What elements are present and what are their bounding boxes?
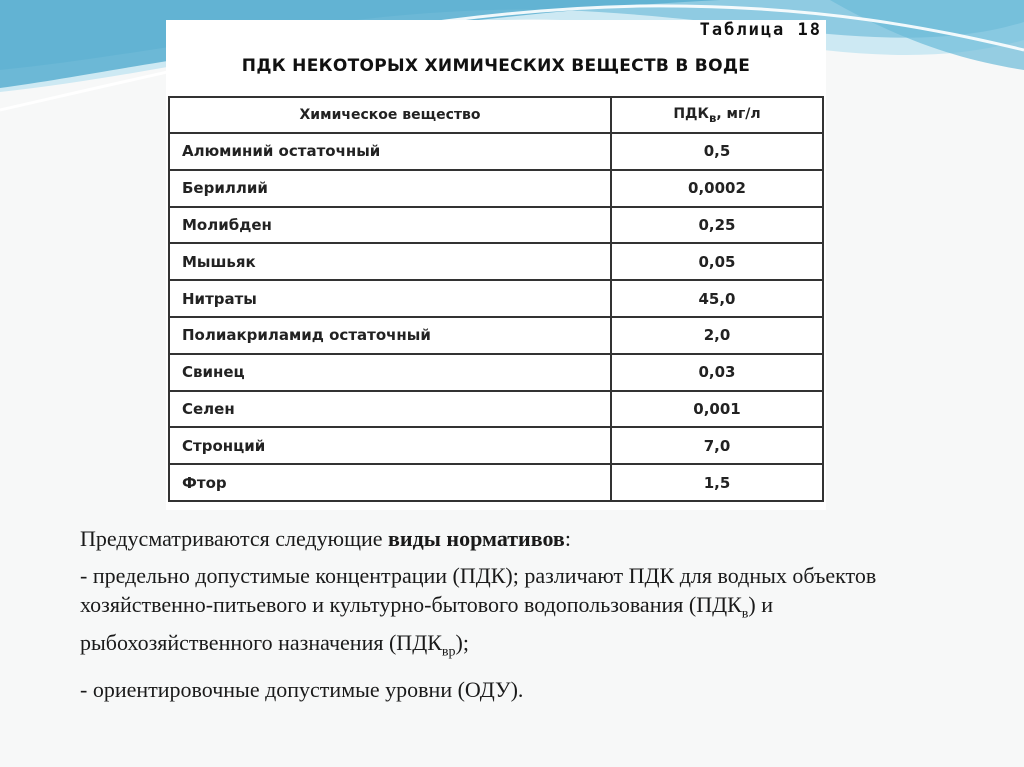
table-header-row: [169, 97, 823, 133]
intro-colon: :: [564, 526, 571, 551]
substance-cell: Алюминий остаточный: [169, 133, 611, 170]
table-row: [169, 317, 823, 354]
substance-cell: Нитраты: [169, 280, 611, 317]
value-cell: 0,5: [611, 133, 823, 170]
table-row: [169, 354, 823, 391]
substance-cell: Свинец: [169, 354, 611, 391]
value-cell: 2,0: [611, 317, 823, 354]
table-row: [169, 133, 823, 170]
table-number: Таблица 18: [699, 20, 822, 40]
table-row: [169, 170, 823, 207]
value-cell: 45,0: [611, 280, 823, 317]
value-cell: 0,0002: [611, 170, 823, 207]
intro-bold: виды нормативов: [388, 526, 565, 551]
substance-cell: Мышьяк: [169, 243, 611, 280]
value-cell: 0,03: [611, 354, 823, 391]
table-title: ПДК НЕКОТОРЫХ ХИМИЧЕСКИХ ВЕЩЕСТВ В ВОДЕ: [241, 56, 751, 76]
substance-cell: Полиакриламид остаточный: [169, 317, 611, 354]
table-row: [169, 207, 823, 244]
substance-cell: Фтор: [169, 464, 611, 501]
pdk-mid: ) и рыбохозяйственного назначения (ПДК: [80, 592, 773, 656]
list-item-pdk: [80, 561, 960, 667]
header-value-main: ПДК: [673, 105, 709, 122]
value-cell: 0,001: [611, 391, 823, 428]
substance-cell: Стронций: [169, 427, 611, 464]
table-row: [169, 464, 823, 501]
pdk-table: [168, 96, 824, 502]
pdk-sub-v: в: [741, 606, 749, 622]
header-value: [611, 97, 823, 133]
header-value-unit: , мг/л: [716, 105, 761, 122]
value-cell: 0,25: [611, 207, 823, 244]
pdk-sub-vr: вр: [441, 644, 456, 660]
value-cell: 1,5: [611, 464, 823, 501]
header-substance: Химическое вещество: [169, 97, 611, 133]
value-cell: 0,05: [611, 243, 823, 280]
table-row: [169, 427, 823, 464]
header-value-sub: в: [708, 110, 717, 125]
substance-cell: Молибден: [169, 207, 611, 244]
list-item-odu: - ориентировочные допустимые уровни (ОДУ).: [80, 676, 524, 702]
table-row: [169, 280, 823, 317]
substance-cell: Селен: [169, 391, 611, 428]
pdk-end: );: [455, 630, 469, 656]
table-row: [169, 243, 823, 280]
table-scan: [166, 20, 826, 510]
substance-cell: Бериллий: [169, 170, 611, 207]
table-row: [169, 391, 823, 428]
intro-line: [80, 524, 960, 553]
slide-body-text: [80, 524, 960, 704]
value-cell: 7,0: [611, 427, 823, 464]
intro-text: Предусматриваются следующие: [80, 526, 389, 551]
pdk-text: - предельно допустимые концентрации (ПДК); различают ПДК для водных объектов хозяйственно-питьевого и культурно-бытового водопользования (ПДК: [80, 563, 877, 617]
